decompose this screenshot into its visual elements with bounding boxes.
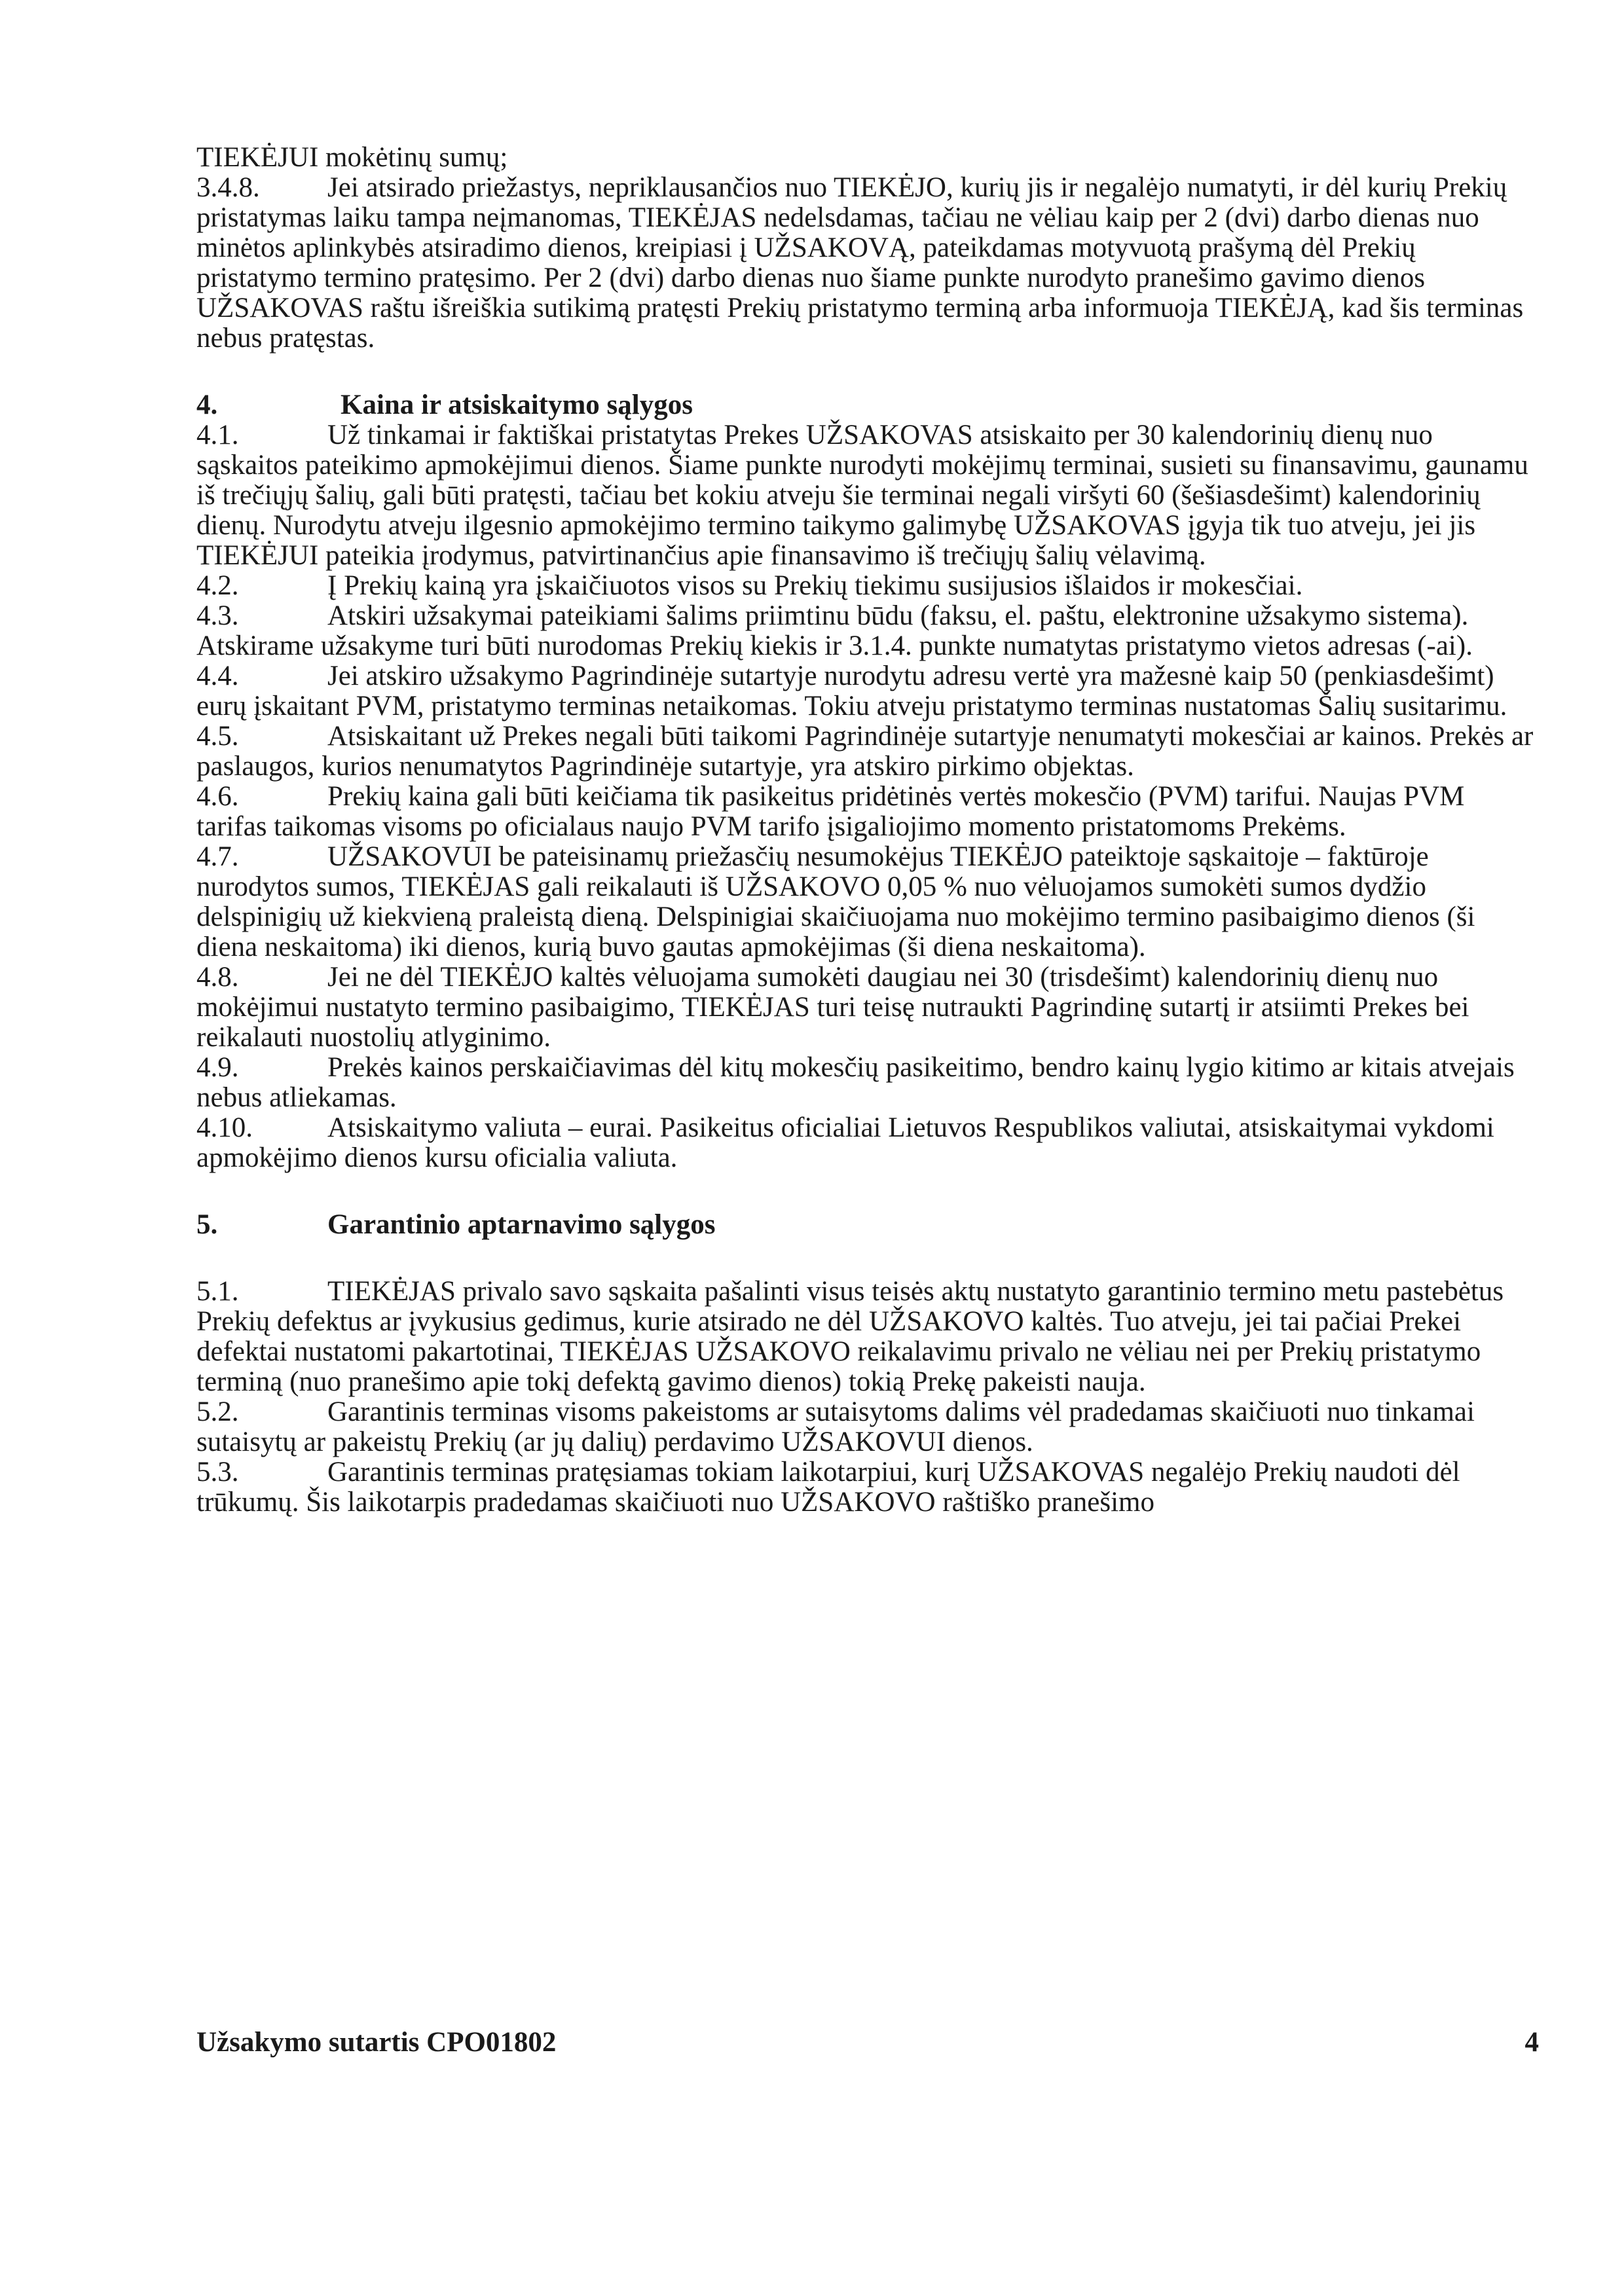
clause-number: 3.4.8. <box>196 172 260 203</box>
clause-5-1 <box>196 1277 1539 1397</box>
clause-text: Prekės kainos perskaičiavimas dėl kitų mokesčių pasikeitimo, bendro kainų lygio kitimo ar kitais atvejais nebus atliekamas. <box>196 1052 1515 1113</box>
clause-number: 4.2. <box>196 570 239 601</box>
clause-text: Garantinis terminas visoms pakeistoms ar sutaisytoms dalims vėl pradedamas skaičiuoti nuo tinkamai sutaisytų ar pakeistų Prekių (ar jų dalių) perdavimo UŽSAKOVUI dienos. <box>196 1396 1475 1457</box>
section-title: Garantinio aptarnavimo sąlygos <box>327 1209 716 1240</box>
clause-5-3 <box>196 1457 1539 1518</box>
section-4-heading <box>196 390 1539 420</box>
clause-number: 5.2. <box>196 1396 239 1427</box>
clause-number: 4.3. <box>196 600 239 631</box>
footer-contract-title: Užsakymo sutartis CPO01802 <box>196 2027 557 2058</box>
clause-4-10 <box>196 1113 1539 1173</box>
clause-4-5 <box>196 721 1539 782</box>
clause-text: TIEKĖJAS privalo savo sąskaita pašalinti visus teisės aktų nustatyto garantinio termino metu pastebėtus Prekių defektus ar įvykusius gedimus, kurie atsirado ne dėl UŽSAKOVO kaltės. Tuo atveju, jei tai pačiai Prekei defektai nustatomi pakartotinai, TIEKĖJAS UŽSAKOVO reikalavimu privalo ne vėliau nei per Prekių pristatymo terminą (nuo pranešimo apie tokį defektą gavimo dienos) tokią Prekę pakeisti nauja. <box>196 1276 1504 1397</box>
clause-4-3 <box>196 601 1539 661</box>
clause-4-9 <box>196 1053 1539 1113</box>
clause-number: 4.10. <box>196 1112 253 1143</box>
clause-5-2 <box>196 1397 1539 1457</box>
continuation-line: TIEKĖJUI mokėtinų sumų; <box>196 142 508 173</box>
document-page <box>196 143 1539 1518</box>
clause-text: Atsiskaitymo valiuta – eurai. Pasikeitus oficialiai Lietuvos Respublikos valiutai, atsiskaitymai vykdomi apmokėjimo dienos kursu oficialia valiuta. <box>196 1112 1494 1173</box>
clause-number: 4.4. <box>196 661 239 691</box>
clause-4-2 <box>196 571 1539 601</box>
clause-number: 4.8. <box>196 962 239 993</box>
clause-text: UŽSAKOVUI be pateisinamų priežasčių nesumokėjus TIEKĖJO pateiktoje sąskaitoje – faktūroje nurodytos sumos, TIEKĖJAS gali reikalauti iš UŽSAKOVO 0,05 % nuo vėluojamos sumokėti sumos dydžio delspinigių už kiekvieną praleistą dieną. Delspinigiai skaičiuojama nuo mokėjimo termino pasibaigimo dienos (ši diena neskaitoma) iki dienos, kurią buvo gautas apmokėjimas (ši diena neskaitoma). <box>196 841 1475 962</box>
clause-number: 4.1. <box>196 420 239 450</box>
clause-text: Jei atsirado priežastys, nepriklausančios nuo TIEKĖJO, kurių jis ir negalėjo numatyti, ir dėl kurių Prekių pristatymas laiku tampa neįmanomas, TIEKĖJAS nedelsdamas, tačiau ne vėliau kaip per 2 (dvi) darbo dienas nuo minėtos aplinkybės atsiradimo dienos, kreipiasi į UŽSAKOVĄ, pateikdamas motyvuotą prašymą dėl Prekių pristatymo termino pratęsimo. Per 2 (dvi) darbo dienas nuo šiame punkte nurodyto pranešimo gavimo dienos UŽSAKOVAS raštu išreiškia sutikimą pratęsti Prekių pristatymo terminą arba informuoja TIEKĖJĄ, kad šis terminas nebus pratęstas. <box>196 172 1524 354</box>
clause-number: 5.3. <box>196 1457 239 1487</box>
section-number: 5. <box>196 1209 218 1240</box>
clause-4-4 <box>196 661 1539 721</box>
clause-number: 5.1. <box>196 1276 239 1307</box>
clause-number: 4.9. <box>196 1052 239 1083</box>
clause-4-6 <box>196 782 1539 842</box>
clause-4-8 <box>196 962 1539 1053</box>
section-title: Kaina ir atsiskaitymo sąlygos <box>341 390 693 420</box>
clause-text: Garantinis terminas pratęsiamas tokiam laikotarpiui, kurį UŽSAKOVAS negalėjo Prekių naudoti dėl trūkumų. Šis laikotarpis pradedamas skaičiuoti nuo UŽSAKOVO raštiško pranešimo <box>196 1457 1460 1518</box>
clause-4-7 <box>196 842 1539 962</box>
section-5-heading <box>196 1210 1539 1240</box>
section-number: 4. <box>196 390 218 420</box>
clause-number: 4.7. <box>196 841 239 872</box>
clause-text: Atsiskaitant už Prekes negali būti taikomi Pagrindinėje sutartyje nenumatyti mokesčiai ar kainos. Prekės ar paslaugos, kurios nenumatytos Pagrindinėje sutartyje, yra atskiro pirkimo objektas. <box>196 721 1534 782</box>
clause-text: Jei ne dėl TIEKĖJO kaltės vėluojama sumokėti daugiau nei 30 (trisdešimt) kalendorinių dienų nuo mokėjimui nustatyto termino pasibaigimo, TIEKĖJAS turi teisę nutraukti Pagrindinę sutartį ir atsiimti Prekes bei reikalauti nuostolių atlyginimo. <box>196 962 1469 1053</box>
clause-number: 4.6. <box>196 781 239 812</box>
clause-text: Jei atskiro užsakymo Pagrindinėje sutartyje nurodytu adresu vertė yra mažesnė kaip 50 (penkiasdešimt) eurų įskaitant PVM, pristatymo terminas netaikomas. Tokiu atveju pristatymo terminas nustatomas Šalių susitarimu. <box>196 661 1507 721</box>
page-number: 4 <box>1524 2027 1539 2058</box>
clause-text: Į Prekių kainą yra įskaičiuotos visos su Prekių tiekimu susijusios išlaidos ir mokesčiai. <box>327 570 1303 601</box>
clause-text: Prekių kaina gali būti keičiama tik pasikeitus pridėtinės vertės mokesčio (PVM) tarifui. Naujas PVM tarifas taikomas visoms po oficialaus naujo PVM tarifo įsigaliojimo momento pristatomoms Prekėms. <box>196 781 1465 842</box>
clause-text: Atskiri užsakymai pateikiami šalims priimtinu būdu (faksu, el. paštu, elektronine užsakymo sistema). Atskirame užsakyme turi būti nurodomas Prekių kiekis ir 3.1.4. punkte numatytas pristatymo vietos adresas (-ai). <box>196 600 1473 661</box>
page-footer <box>196 2028 1539 2058</box>
clause-4-1 <box>196 420 1539 571</box>
clause-3-4-8 <box>196 173 1539 354</box>
clause-number: 4.5. <box>196 721 239 752</box>
clause-text: Už tinkamai ir faktiškai pristatytas Prekes UŽSAKOVAS atsiskaito per 30 kalendorinių dienų nuo sąskaitos pateikimo apmokėjimui dienos. Šiame punkte nurodyti mokėjimų terminai, susieti su finansavimu, gaunamu iš trečiųjų šalių, gali būti pratęsti, tačiau bet kokiu atveju šie terminai negali viršyti 60 (šešiasdešimt) kalendorinių dienų. Nurodytu atveju ilgesnio apmokėjimo termino taikymo galimybę UŽSAKOVAS įgyja tik tuo atveju, jei jis TIEKĖJUI pateikia įrodymus, patvirtinančius apie finansavimo iš trečiųjų šalių vėlavimą. <box>196 420 1528 571</box>
